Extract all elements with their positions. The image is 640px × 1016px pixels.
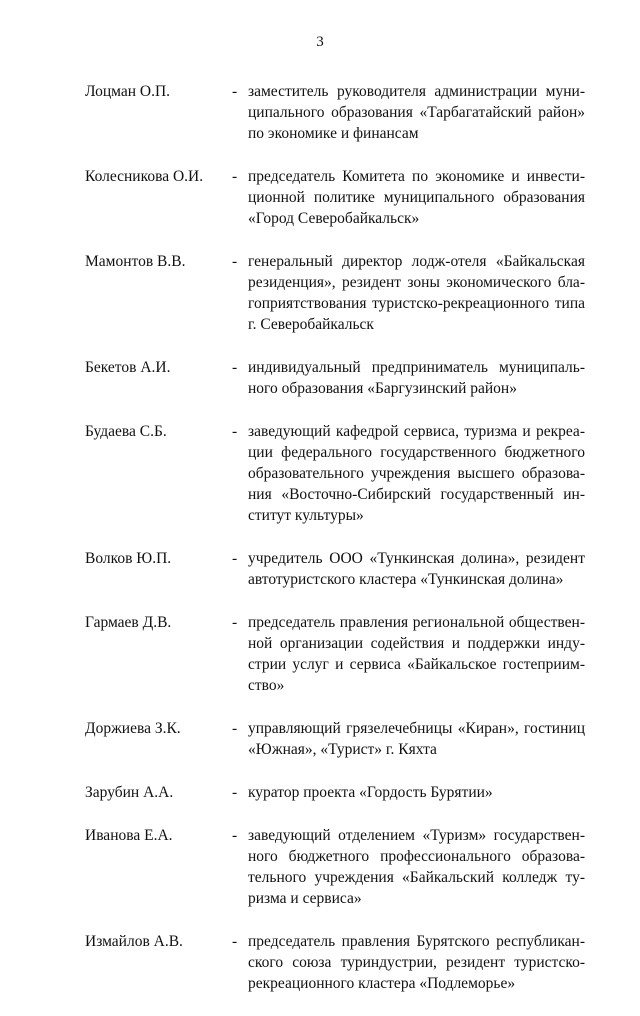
member-separator: - — [232, 827, 238, 844]
member-role: генеральный директор лодж-отеля «Байкальская резиденция», резидент зоны экономического благоприятствования туристско-рекреационного типа г. Северобайкальск — [248, 253, 585, 333]
member-separator: - — [232, 614, 238, 631]
member-name: Бекетов А.И. — [85, 359, 171, 376]
member-separator: - — [232, 933, 238, 950]
list-item — [85, 166, 585, 229]
member-name: Волков Ю.П. — [85, 550, 172, 567]
member-separator: - — [232, 720, 238, 737]
member-separator: - — [232, 423, 238, 440]
list-item — [85, 612, 585, 696]
list-item — [85, 421, 585, 526]
member-role: заместитель руководителя администрации муниципального образования «Тарбагатайский район» по экономике и финансам — [248, 83, 585, 142]
member-role: заведующий кафедрой сервиса, туризма и рекреации федерального государственного бюджетного образовательного учреждения высшего образования «Восточно-Сибирский государственный институт культуры» — [248, 423, 585, 524]
member-name: Доржиева З.К. — [85, 720, 181, 737]
member-name: Колесникова О.И. — [85, 168, 204, 185]
member-role: председатель правления Бурятского республиканского союза туриндустрии, резидент туристско-рекреационного кластера «Подлеморье» — [248, 933, 585, 992]
member-role: управляющий грязелечебницы «Киран», гостиниц «Южная», «Турист» г. Кяхта — [248, 720, 585, 758]
page-number: 3 — [316, 34, 324, 50]
list-item — [85, 251, 585, 335]
member-role: председатель правления региональной общественной организации содействия и поддержки индустрии услуг и сервиса «Байкальское гостеприимство» — [248, 614, 585, 694]
member-separator: - — [232, 253, 238, 270]
member-name: Мамонтов В.В. — [85, 253, 186, 270]
member-separator: - — [232, 359, 238, 376]
member-name: Зарубин А.А. — [85, 784, 174, 801]
member-name: Гармаев Д.В. — [85, 614, 172, 631]
member-role: учредитель ООО «Тункинская долина», резидент автотуристского кластера «Тункинская долина» — [248, 550, 585, 588]
list-item — [85, 825, 585, 909]
list-item — [85, 81, 585, 144]
member-name: Будаева С.Б. — [85, 423, 167, 440]
member-role: председатель Комитета по экономике и инвестиционной политике муниципального образования «Город Северобайкальск» — [248, 168, 585, 227]
member-name: Иванова Е.А. — [85, 827, 173, 844]
list-item — [85, 931, 585, 994]
member-role: индивидуальный предприниматель муниципального образования «Баргузинский район» — [248, 359, 585, 397]
member-separator: - — [232, 784, 238, 801]
member-separator: - — [232, 83, 238, 100]
member-name: Лоцман О.П. — [85, 83, 171, 100]
member-role: заведующий отделением «Туризм» государственного бюджетного профессионального образовательного учреждения «Байкальский колледж туризма и сервиса» — [248, 827, 585, 907]
member-separator: - — [232, 550, 238, 567]
list-item — [85, 782, 585, 803]
member-name: Измайлов А.В. — [85, 933, 183, 950]
member-list — [85, 81, 585, 1016]
list-item — [85, 718, 585, 760]
member-role: куратор проекта «Гордость Бурятии» — [248, 784, 493, 801]
member-separator: - — [232, 168, 238, 185]
list-item — [85, 357, 585, 399]
list-item — [85, 548, 585, 590]
